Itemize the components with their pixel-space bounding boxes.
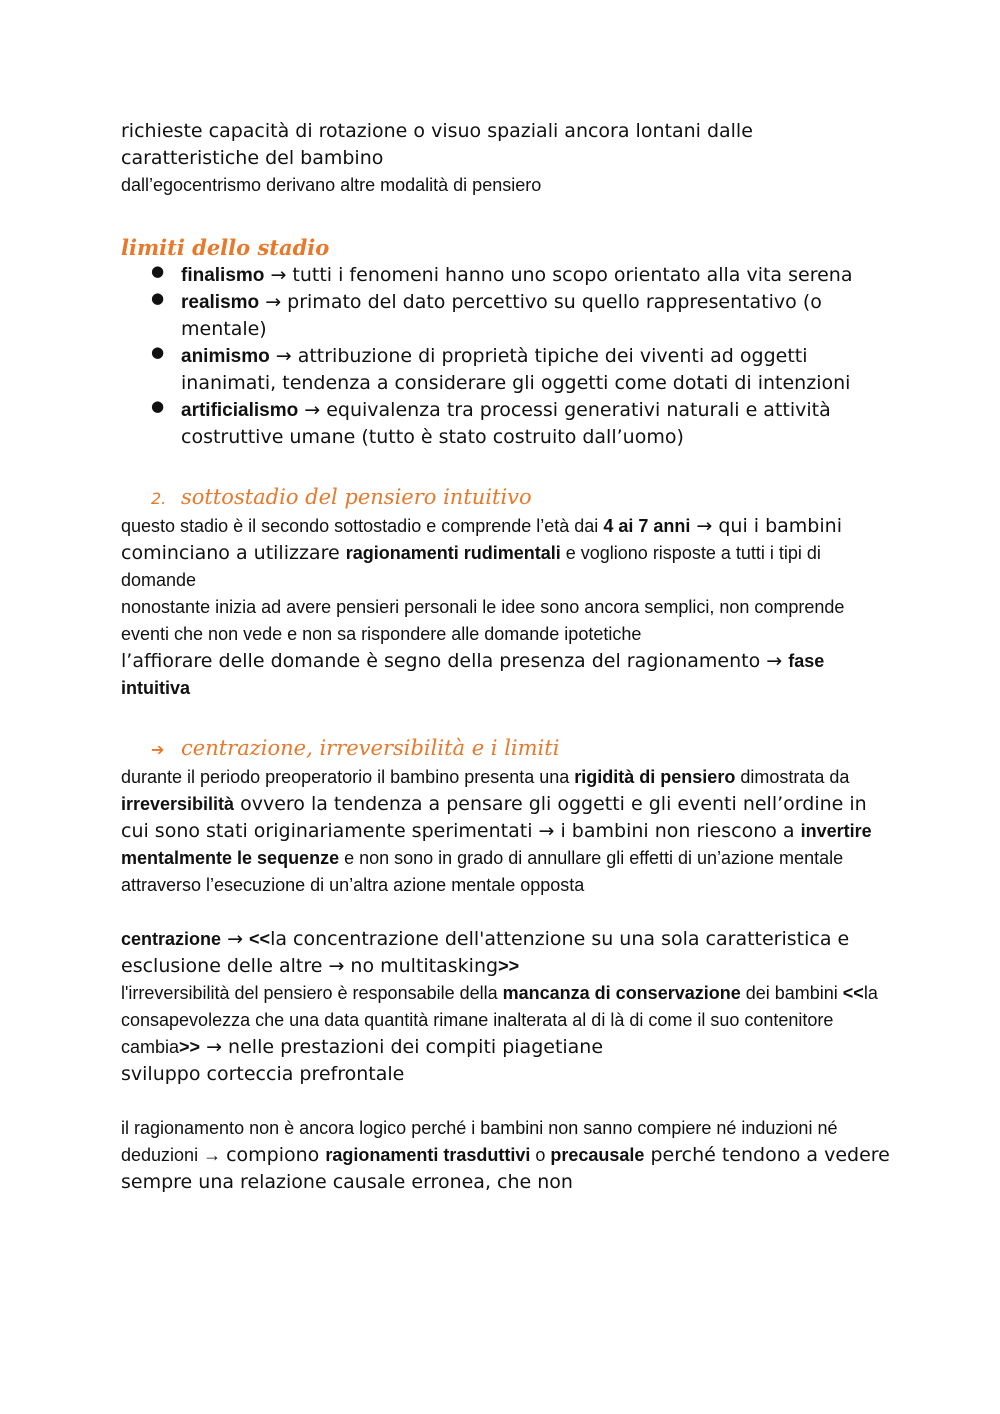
list-item-realismo bbox=[151, 289, 891, 343]
bullet-icon: ● bbox=[151, 343, 165, 361]
term-animismo: animismo bbox=[181, 346, 270, 367]
centration-heading-text: centrazione, irreversibilità e i limiti bbox=[181, 736, 560, 760]
document-page bbox=[121, 118, 891, 1196]
term-realismo: realismo bbox=[181, 292, 260, 313]
precausal: precausale bbox=[550, 1145, 645, 1165]
invert-sequences: invertire mentalmente le sequenze bbox=[121, 821, 872, 868]
intuitive-heading-text: sottostadio del pensiero intuitivo bbox=[181, 485, 532, 509]
thought-rigidity: rigidità di pensiero bbox=[574, 767, 736, 787]
list-item-finalismo bbox=[151, 262, 891, 289]
definition-finalismo: tutti i fenomeni hanno uno scopo orientato alla vita serena bbox=[292, 264, 853, 286]
arrow-icon: → bbox=[269, 345, 298, 367]
arrow-bullet-icon: ➔ bbox=[151, 740, 165, 759]
limits-heading: limiti dello stadio bbox=[121, 235, 330, 260]
bullet-icon: ● bbox=[151, 262, 165, 280]
prefrontal-line: sviluppo corteccia prefrontale bbox=[121, 1063, 405, 1085]
limits-list bbox=[121, 262, 891, 451]
lack-of-conservation: mancanza di conservazione bbox=[502, 983, 741, 1003]
bullet-icon: ● bbox=[151, 289, 165, 307]
intuitive-paragraph-3: l’affiorare delle domande è segno della presenza del ragionamento → fase intuitiva bbox=[121, 650, 825, 698]
bullet-icon: ● bbox=[151, 397, 165, 415]
definition-animismo: attribuzione di proprietà tipiche dei viventi ad oggetti inanimati, tendenza a considerare gli oggetti come dotati di intenzioni bbox=[181, 345, 851, 394]
list-item-artificialismo bbox=[151, 397, 891, 451]
arrow-icon: → bbox=[298, 399, 327, 421]
intro-egocentrism-line: dall’egocentrismo derivano altre modalità di pensiero bbox=[121, 175, 542, 195]
definition-realismo: primato del dato percettivo su quello rappresentativo (o mentale) bbox=[181, 291, 822, 340]
rudimentary-reasoning: ragionamenti rudimentali bbox=[345, 543, 561, 563]
intuitive-paragraph-1: questo stadio è il secondo sottostadio e comprende l’età dai 4 ai 7 anni → qui i bambini cominciano a utilizzare ragionamenti rudimentali e vogliono risposte a tutti i tipi di domande bbox=[121, 515, 842, 590]
list-item-animismo bbox=[151, 343, 891, 397]
age-range: 4 ai 7 anni bbox=[603, 516, 691, 536]
section-number: 2. bbox=[151, 489, 167, 508]
arrow-icon: → bbox=[259, 291, 288, 313]
term-finalismo: finalismo bbox=[181, 265, 265, 286]
definition-artificialismo: equivalenza tra processi generativi naturali e attività costruttive umane (tutto è stato costruito dall’uomo) bbox=[181, 399, 831, 448]
centration-term: centrazione bbox=[121, 929, 222, 949]
arrow-icon: → bbox=[264, 264, 293, 286]
intuitive-phase: fase intuitiva bbox=[121, 651, 825, 698]
reasoning-paragraph: il ragionamento non è ancora logico perché i bambini non sanno compiere né induzioni né deduzioni → compiono ragionamenti trasduttivi o precausale perché tendono a vedere sempre una relazione causale erronea, che non bbox=[121, 1118, 890, 1193]
centration-definition: centrazione → <<la concentrazione dell'attenzione su una sola caratteristica e esclusione delle altre → no multitasking>> bbox=[121, 928, 850, 977]
intuitive-paragraph-2: nonostante inizia ad avere pensieri personali le idee sono ancora semplici, non comprende eventi che non vede e non sa rispondere alle domande ipotetiche bbox=[121, 597, 845, 644]
transductive-reasoning: ragionamenti trasduttivi bbox=[325, 1145, 531, 1165]
conservation-paragraph: l'irreversibilità del pensiero è responsabile della mancanza di conservazione dei bambini <<la consapevolezza che una data quantità rimane inalterata al di là di come il suo contenitore cambia>> → nelle prestazioni dei compiti piagetiane bbox=[121, 983, 878, 1058]
irreversibility: irreversibilità bbox=[121, 794, 235, 814]
centration-paragraph-1: durante il periodo preoperatorio il bambino presenta una rigidità di pensiero dimostrata da irreversibilità ovvero la tendenza a pensare gli oggetti e gli eventi nell’ordine in cui sono stati originariamente sperimentati → i bambini non riescono a invertire mentalmente le sequenze e non sono in grado di annullare gli effetti di un’azione mentale attraverso l’esecuzione di un’altra azione mentale opposta bbox=[121, 767, 872, 895]
centration-heading bbox=[121, 734, 891, 764]
intro-paragraph: richieste capacità di rotazione o visuo spaziali ancora lontani dalle caratteristiche del bambino bbox=[121, 120, 753, 169]
term-artificialismo: artificialismo bbox=[181, 400, 299, 421]
intuitive-heading bbox=[121, 483, 891, 513]
